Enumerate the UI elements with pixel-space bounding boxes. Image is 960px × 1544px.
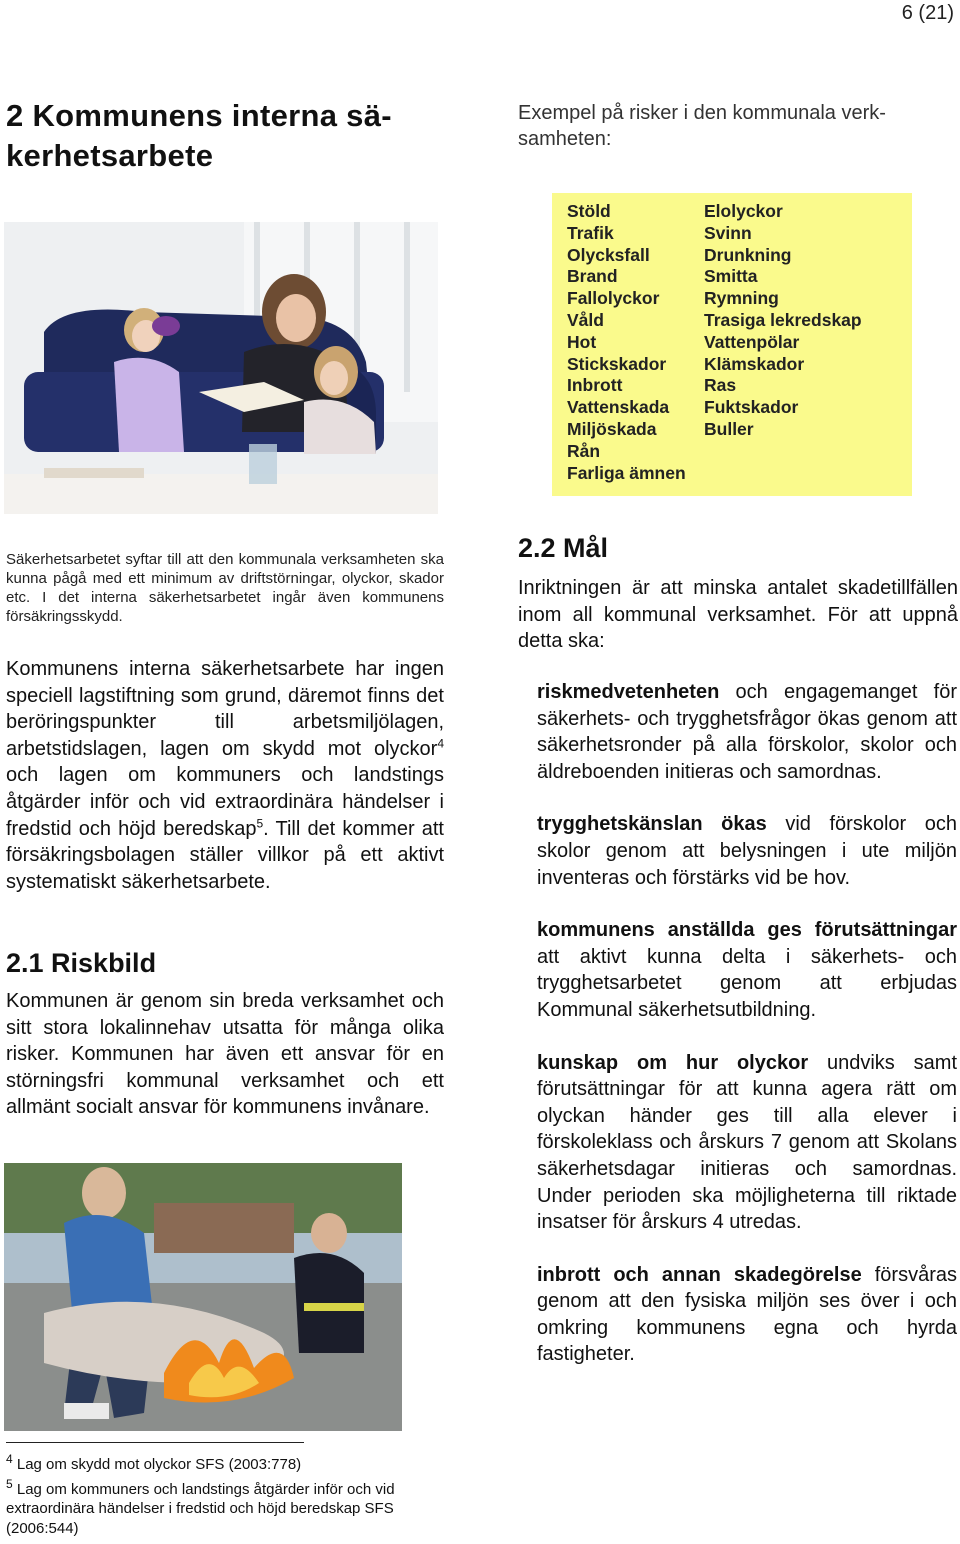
footnote-ref-5[interactable]: 5 xyxy=(256,815,264,830)
risk-item: Klämskador xyxy=(704,353,805,374)
footnote-divider xyxy=(6,1442,304,1443)
risk-list-column-2 xyxy=(704,201,862,441)
goal-list xyxy=(537,679,957,1394)
goal-item xyxy=(537,811,957,891)
risk-item: Stickskador xyxy=(567,353,667,374)
risk-item: Drunkning xyxy=(704,244,792,265)
risk-item: Trasiga lekredskap xyxy=(704,309,862,330)
risk-item: Miljöskada xyxy=(567,418,657,439)
risk-item: Vattenpölar xyxy=(704,331,800,352)
footnote-text: Lag om skydd mot olyckor SFS (2003:778) xyxy=(16,1456,302,1473)
risk-item: Rymning xyxy=(704,288,779,309)
goal-item xyxy=(537,917,957,1023)
risk-list-column-1 xyxy=(567,201,686,484)
risk-item: Rån xyxy=(567,440,601,461)
family-reading-photo xyxy=(4,222,438,514)
goal-keyword: kunskap om hur olyckor xyxy=(537,1051,809,1074)
risk-intro xyxy=(518,100,958,152)
risk-item: Ras xyxy=(704,375,737,396)
risk-item: Svinn xyxy=(704,222,752,243)
risk-item: Olycksfall xyxy=(567,244,650,265)
risk-item: Vattenskada xyxy=(567,397,670,418)
family-reading-illustration xyxy=(4,222,438,514)
legislation-paragraph xyxy=(6,656,444,895)
risk-item: Inbrott xyxy=(567,375,623,396)
page-title xyxy=(6,96,446,176)
goal-keyword: inbrott och annan skadegörelse xyxy=(537,1263,862,1286)
mal-heading: 2.2 Mål xyxy=(518,533,609,563)
risk-item: Farliga ämnen xyxy=(567,462,686,483)
footnotes xyxy=(6,1450,446,1538)
goal-text: att aktivt kunna delta i säkerhets- och trygghetsarbetet genom att erbjudas Kommunal säkerhetsutbildning. xyxy=(537,945,957,1021)
footnote-4 xyxy=(6,1450,446,1475)
legislation-text-2: och lagen om kommuners och landstings åtgärder inför och vid extraordinära händelser i fredstid och höjd beredskap xyxy=(6,764,444,840)
fire-training-illustration xyxy=(4,1163,402,1431)
risk-intro-line-1: Exempel på risker i den kommunala verk- xyxy=(518,102,886,124)
risk-item: Buller xyxy=(704,418,754,439)
page-number: 6 (21) xyxy=(901,2,954,24)
legislation-text-3: . Till det kommer att försäkringsbolagen ställer villkor på ett aktivt systematiskt säkerhetsarbete. xyxy=(6,817,444,893)
goal-item xyxy=(537,1262,957,1368)
footnote-ref-4[interactable]: 4 xyxy=(437,736,444,751)
risk-item: Brand xyxy=(567,266,618,287)
risk-list-box xyxy=(552,193,912,496)
riskbild-heading: 2.1 Riskbild xyxy=(6,948,157,978)
risk-item: Fallolyckor xyxy=(567,288,660,309)
footnote-text: Lag om kommuners och landstings åtgärder inför och vid extraordinära händelser i fredstid och höjd beredskap SFS (2006:544) xyxy=(6,1480,395,1537)
goal-keyword: riskmedvetenheten xyxy=(537,681,720,703)
risk-item: Våld xyxy=(567,309,604,330)
goal-item xyxy=(537,1050,957,1236)
risk-item: Stöld xyxy=(567,201,611,221)
risk-item: Fuktskador xyxy=(704,397,799,418)
fire-training-photo xyxy=(4,1163,402,1431)
footnote-number: 4 xyxy=(6,1452,13,1466)
risk-intro-line-2: samheten: xyxy=(518,128,612,150)
goal-text: vid förskolor och skolor genom att belysningen i ute miljön inventeras och förstärks vid be hov. xyxy=(537,813,958,889)
page-title-line-1: 2 Kommunens interna sä- xyxy=(6,98,392,133)
purpose-paragraph: Säkerhetsarbetet syftar till att den kommunala verksamheten ska kunna pågå med ett minimum av driftstörningar, olyckor, skador etc. I det interna säkerhetsarbetet ingår även kommunens försäkringsskydd. xyxy=(6,551,444,625)
risk-item: Trafik xyxy=(567,222,614,243)
legislation-text-1: Kommunens interna säkerhetsarbete har ingen speciell lagstiftning som grund, däremot finns det beröringspunkter till arbetsmiljölagen, arbetstidslagen, lagen om skydd mot olyckor xyxy=(6,658,444,760)
goal-keyword: trygghetskänslan ökas xyxy=(537,813,767,836)
goal-keyword: kommunens anställda ges förutsättningar xyxy=(537,919,957,942)
footnote-number: 5 xyxy=(6,1476,13,1491)
risk-item: Smitta xyxy=(704,266,758,287)
mal-paragraph: Inriktningen är att minska antalet skadetillfällen inom all kommunal verksamhet. För att uppnå detta ska: xyxy=(518,577,958,653)
risk-item: Hot xyxy=(567,331,597,352)
footnote-5 xyxy=(6,1475,446,1539)
page-title-line-2: kerhetsarbete xyxy=(6,138,214,173)
goal-text: försvåras genom att den fysiska miljön ses över i och omkring kommunens egna och hyrda fastigheter. xyxy=(537,1263,957,1366)
goal-text: och engagemanget för säkerhets- och trygghetsfrågor ökas genom att säkerhetsronder på alla förskolor, skolor och äldreboenden initieras och samordnas. xyxy=(537,681,957,783)
risk-item: Elolyckor xyxy=(704,201,783,221)
goal-item xyxy=(537,679,957,785)
riskbild-paragraph: Kommunen är genom sin breda verksamhet och sitt stora lokalinnehav utsatta för många olika risker. Kommunen har även ett ansvar för en störningsfri kommunal verksamhet och ett allmänt socialt ansvar för kommunens invånare. xyxy=(6,990,444,1119)
goal-text: undviks samt förutsättningar för att kunna agera rätt om olyckan händer ges till alla elever i förskoleklass och årskurs 7 genom att Skolans säkerhetsdagar initieras och samordnas. Under perioden ska möjligheterna till riktade insatser för årskurs 4 utredas. xyxy=(537,1051,957,1234)
